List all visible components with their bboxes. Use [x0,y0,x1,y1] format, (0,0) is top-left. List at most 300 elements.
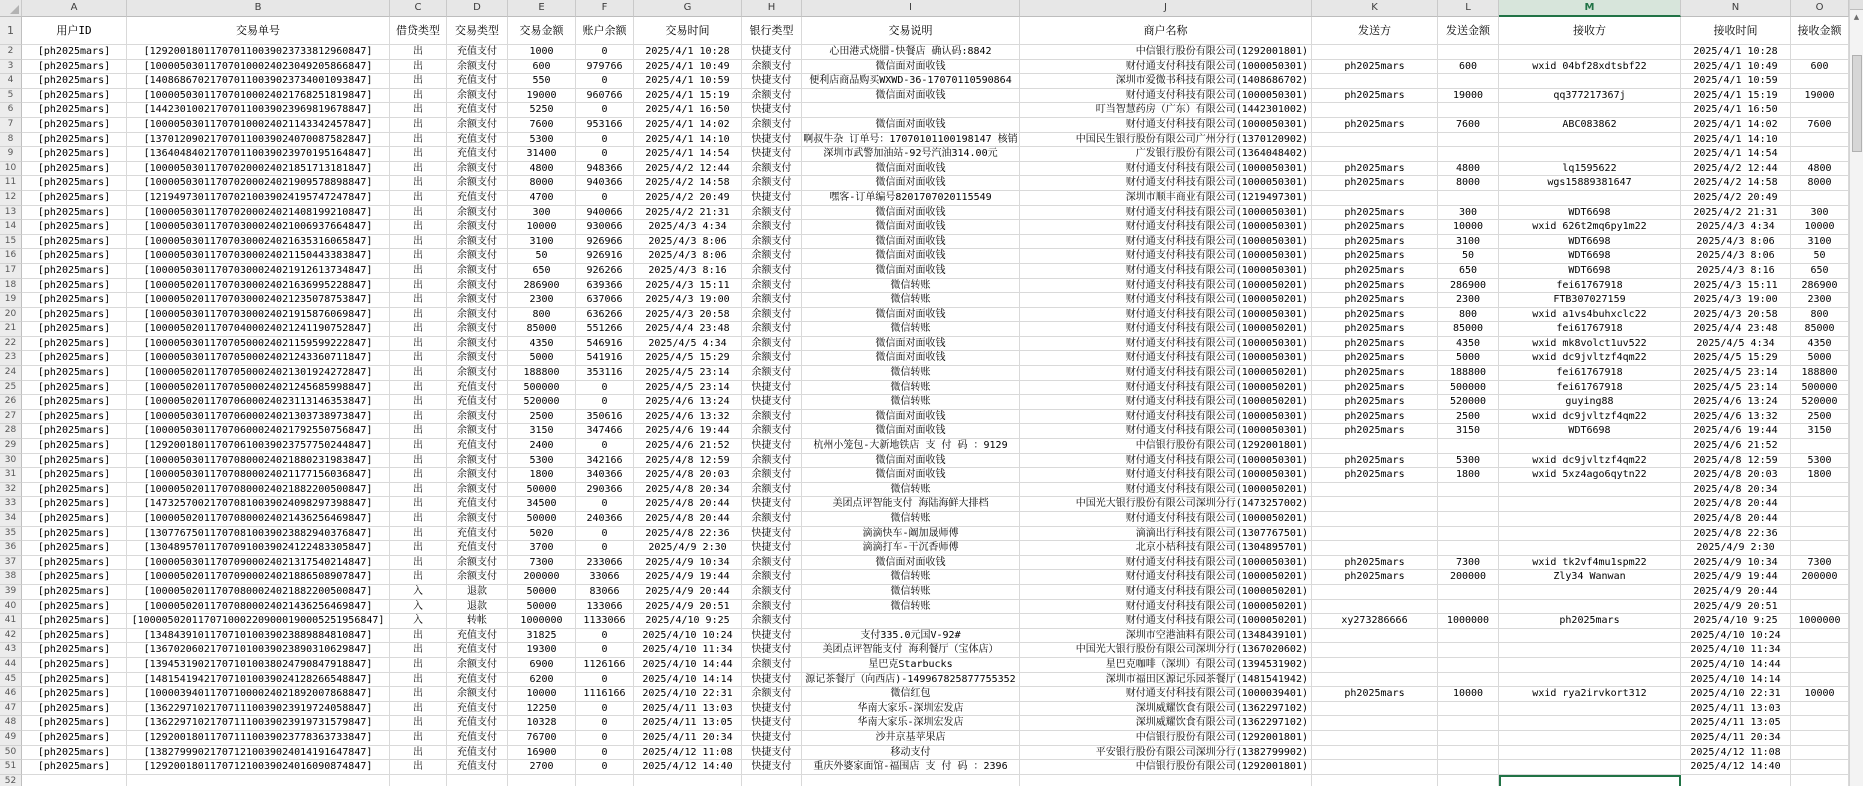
cell-O52[interactable] [1791,775,1849,786]
cell-G47[interactable]: 2025/4/11 13:03 [634,702,742,717]
cell-I40[interactable]: 微信转账 [802,600,1020,615]
cell-N15[interactable]: 2025/4/3 8:06 [1681,235,1791,250]
cell-I32[interactable]: 微信转账 [802,483,1020,498]
cell-N38[interactable]: 2025/4/9 19:44 [1681,570,1791,585]
cell-L34[interactable] [1438,512,1499,527]
cell-N16[interactable]: 2025/4/3 8:06 [1681,249,1791,264]
cell-F47[interactable]: 0 [576,702,634,717]
cell-H47[interactable]: 快捷支付 [742,702,802,717]
cell-I7[interactable]: 微信面对面收钱 [802,118,1020,133]
cell-L2[interactable] [1438,45,1499,60]
cell-J20[interactable]: 财付通支付科技有限公司(1000050301) [1020,308,1312,323]
cell-I47[interactable]: 华南大家乐-深圳宏发店 [802,702,1020,717]
cell-F17[interactable]: 926266 [576,264,634,279]
cell-G39[interactable]: 2025/4/9 20:44 [634,585,742,600]
cell-E26[interactable]: 520000 [508,395,576,410]
cell-O40[interactable] [1791,600,1849,615]
cell-D6[interactable]: 充值支付 [447,103,508,118]
cell-A26[interactable]: [ph2025mars] [22,395,127,410]
cell-M24[interactable]: fei61767918 [1499,366,1681,381]
cell-H35[interactable]: 快捷支付 [742,527,802,542]
cell-L13[interactable]: 300 [1438,206,1499,221]
cell-A50[interactable]: [ph2025mars] [22,746,127,761]
cell-G49[interactable]: 2025/4/11 20:34 [634,731,742,746]
cell-L28[interactable]: 3150 [1438,424,1499,439]
column-header-F[interactable]: F [576,0,634,17]
cell-F37[interactable]: 233066 [576,556,634,571]
cell-L39[interactable] [1438,585,1499,600]
cell-E27[interactable]: 2500 [508,410,576,425]
cell-F48[interactable]: 0 [576,716,634,731]
cell-M5[interactable]: qq377217367j [1499,89,1681,104]
cell-E51[interactable]: 2700 [508,760,576,775]
cell-F31[interactable]: 340366 [576,468,634,483]
cell-O48[interactable] [1791,716,1849,731]
cell-O22[interactable]: 4350 [1791,337,1849,352]
cell-H33[interactable]: 快捷支付 [742,497,802,512]
cell-F51[interactable]: 0 [576,760,634,775]
cell-J29[interactable]: 中信银行股份有限公司(1292001801) [1020,439,1312,454]
cell-I34[interactable]: 微信转账 [802,512,1020,527]
cell-O37[interactable]: 7300 [1791,556,1849,571]
cell-D3[interactable]: 余额支付 [447,60,508,75]
cell-L46[interactable]: 10000 [1438,687,1499,702]
cell-C25[interactable]: 出 [390,381,447,396]
cell-M20[interactable]: wxid a1vs4buhxclc22 [1499,308,1681,323]
cell-K32[interactable] [1312,483,1438,498]
cell-G23[interactable]: 2025/4/5 15:29 [634,351,742,366]
cell-L9[interactable] [1438,147,1499,162]
cell-G9[interactable]: 2025/4/1 14:54 [634,147,742,162]
cell-G32[interactable]: 2025/4/8 20:34 [634,483,742,498]
row-number-21[interactable]: 21 [0,322,22,337]
cell-G43[interactable]: 2025/4/10 11:34 [634,643,742,658]
cell-A44[interactable]: [ph2025mars] [22,658,127,673]
cell-I38[interactable]: 微信转账 [802,570,1020,585]
cell-J24[interactable]: 财付通支付科技有限公司(1000050201) [1020,366,1312,381]
cell-B35[interactable]: [130776750117070810039023882940376847] [127,527,390,542]
cell-H51[interactable]: 快捷支付 [742,760,802,775]
cell-B5[interactable]: [100005030117070100024021768251819847] [127,89,390,104]
cell-K40[interactable] [1312,600,1438,615]
cell-M45[interactable] [1499,673,1681,688]
cell-C29[interactable]: 出 [390,439,447,454]
row-number-45[interactable]: 45 [0,673,22,688]
row-number-12[interactable]: 12 [0,191,22,206]
cell-G17[interactable]: 2025/4/3 8:16 [634,264,742,279]
cell-K16[interactable]: ph2025mars [1312,249,1438,264]
cell-L50[interactable] [1438,746,1499,761]
cell-D40[interactable]: 退款 [447,600,508,615]
row-number-38[interactable]: 38 [0,570,22,585]
cell-M49[interactable] [1499,731,1681,746]
cell-F3[interactable]: 979766 [576,60,634,75]
cell-H50[interactable]: 快捷支付 [742,746,802,761]
cell-L44[interactable] [1438,658,1499,673]
cell-L24[interactable]: 188800 [1438,366,1499,381]
cell-D38[interactable]: 余额支付 [447,570,508,585]
cell-F32[interactable]: 290366 [576,483,634,498]
cell-C45[interactable]: 出 [390,673,447,688]
cell-J5[interactable]: 财付通支付科技有限公司(1000050301) [1020,89,1312,104]
cell-G15[interactable]: 2025/4/3 8:06 [634,235,742,250]
cell-G36[interactable]: 2025/4/9 2:30 [634,541,742,556]
cell-A5[interactable]: [ph2025mars] [22,89,127,104]
cell-O28[interactable]: 3150 [1791,424,1849,439]
cell-O41[interactable]: 1000000 [1791,614,1849,629]
cell-H39[interactable]: 余额支付 [742,585,802,600]
cell-B2[interactable]: [129200180117070110039023733812960847] [127,45,390,60]
cell-M27[interactable]: wxid dc9jvltzf4qm22 [1499,410,1681,425]
cell-M46[interactable]: wxid rya2irvkort312 [1499,687,1681,702]
cell-D36[interactable]: 充值支付 [447,541,508,556]
cell-B7[interactable]: [100005030117070100024021143342457847] [127,118,390,133]
cell-F42[interactable]: 0 [576,629,634,644]
cell-E16[interactable]: 50 [508,249,576,264]
cell-K22[interactable]: ph2025mars [1312,337,1438,352]
cell-D24[interactable]: 余额支付 [447,366,508,381]
cell-A4[interactable]: [ph2025mars] [22,74,127,89]
cell-B33[interactable]: [147325700217070810039024098297398847] [127,497,390,512]
cell-A2[interactable]: [ph2025mars] [22,45,127,60]
row-number-24[interactable]: 24 [0,366,22,381]
cell-O33[interactable] [1791,497,1849,512]
cell-K5[interactable]: ph2025mars [1312,89,1438,104]
cell-L47[interactable] [1438,702,1499,717]
row-number-46[interactable]: 46 [0,687,22,702]
cell-I52[interactable] [802,775,1020,786]
cell-G31[interactable]: 2025/4/8 20:03 [634,468,742,483]
cell-H15[interactable]: 余额支付 [742,235,802,250]
row-number-42[interactable]: 42 [0,629,22,644]
cell-J41[interactable]: 财付通支付科技有限公司(1000050201) [1020,614,1312,629]
cell-B22[interactable]: [100005030117070500024021159599222847] [127,337,390,352]
cell-F45[interactable]: 0 [576,673,634,688]
cell-D42[interactable]: 充值支付 [447,629,508,644]
cell-C15[interactable]: 出 [390,235,447,250]
row-number-22[interactable]: 22 [0,337,22,352]
cell-C44[interactable]: 出 [390,658,447,673]
cell-N7[interactable]: 2025/4/1 14:02 [1681,118,1791,133]
cell-B15[interactable]: [100005030117070300024021635316065847] [127,235,390,250]
cell-F46[interactable]: 1116166 [576,687,634,702]
scrollbar-thumb[interactable] [1852,55,1862,152]
cell-O3[interactable]: 600 [1791,60,1849,75]
row-number-48[interactable]: 48 [0,716,22,731]
cell-K24[interactable]: ph2025mars [1312,366,1438,381]
cell-A37[interactable]: [ph2025mars] [22,556,127,571]
cell-O29[interactable] [1791,439,1849,454]
cell-K4[interactable] [1312,74,1438,89]
cell-M12[interactable] [1499,191,1681,206]
cell-B24[interactable]: [100005020117070500024021301924272847] [127,366,390,381]
cell-G52[interactable] [634,775,742,786]
cell-H17[interactable]: 余额支付 [742,264,802,279]
cell-M33[interactable] [1499,497,1681,512]
cell-D5[interactable]: 余额支付 [447,89,508,104]
row-number-41[interactable]: 41 [0,614,22,629]
cell-M14[interactable]: wxid 626t2mq6py1m22 [1499,220,1681,235]
cell-K11[interactable]: ph2025mars [1312,176,1438,191]
cell-L18[interactable]: 286900 [1438,279,1499,294]
cell-I49[interactable]: 沙井京基苹果店 [802,731,1020,746]
cell-O42[interactable] [1791,629,1849,644]
cell-M31[interactable]: wxid 5xz4ago6qytn22 [1499,468,1681,483]
cell-D30[interactable]: 余额支付 [447,454,508,469]
cell-B30[interactable]: [100005030117070800024021880231983847] [127,454,390,469]
cell-K29[interactable] [1312,439,1438,454]
cell-J31[interactable]: 财付通支付科技有限公司(1000050301) [1020,468,1312,483]
cell-N47[interactable]: 2025/4/11 13:03 [1681,702,1791,717]
cell-F40[interactable]: 133066 [576,600,634,615]
cell-I25[interactable]: 微信转账 [802,381,1020,396]
cell-B28[interactable]: [100005030117070600024021792550756847] [127,424,390,439]
cell-I29[interactable]: 杭州小笼包-大新地铁店 支 付 码 ：9129 [802,439,1020,454]
cell-C22[interactable]: 出 [390,337,447,352]
cell-J15[interactable]: 财付通支付科技有限公司(1000050301) [1020,235,1312,250]
cell-A25[interactable]: [ph2025mars] [22,381,127,396]
cell-I37[interactable]: 微信面对面收钱 [802,556,1020,571]
cell-D45[interactable]: 充值支付 [447,673,508,688]
cell-B27[interactable]: [100005030117070600024021303738973847] [127,410,390,425]
cell-O20[interactable]: 800 [1791,308,1849,323]
cell-D21[interactable]: 余额支付 [447,322,508,337]
cell-G41[interactable]: 2025/4/10 9:25 [634,614,742,629]
cell-D7[interactable]: 余额支付 [447,118,508,133]
cell-F13[interactable]: 940066 [576,206,634,221]
cell-F39[interactable]: 83066 [576,585,634,600]
cell-E37[interactable]: 7300 [508,556,576,571]
row-number-9[interactable]: 9 [0,147,22,162]
cell-J4[interactable]: 深圳市爱微书科技有限公司(1408686702) [1020,74,1312,89]
cell-H45[interactable]: 快捷支付 [742,673,802,688]
cell-J25[interactable]: 财付通支付科技有限公司(1000050201) [1020,381,1312,396]
cell-E8[interactable]: 5300 [508,133,576,148]
cell-L45[interactable] [1438,673,1499,688]
cell-E43[interactable]: 19300 [508,643,576,658]
cell-B14[interactable]: [100005030117070300024021006937664847] [127,220,390,235]
cell-B42[interactable]: [134843910117071010039023889884810847] [127,629,390,644]
cell-F22[interactable]: 546916 [576,337,634,352]
header-cell-G[interactable]: 交易时间 [634,17,742,45]
cell-E5[interactable]: 19000 [508,89,576,104]
row-number-52[interactable]: 52 [0,775,22,786]
cell-K10[interactable]: ph2025mars [1312,162,1438,177]
cell-K23[interactable]: ph2025mars [1312,351,1438,366]
cell-I16[interactable]: 微信面对面收钱 [802,249,1020,264]
cell-O7[interactable]: 7600 [1791,118,1849,133]
cell-L11[interactable]: 8000 [1438,176,1499,191]
cell-D48[interactable]: 充值支付 [447,716,508,731]
column-header-N[interactable]: N [1681,0,1791,17]
cell-F44[interactable]: 1126166 [576,658,634,673]
cell-L8[interactable] [1438,133,1499,148]
cell-O13[interactable]: 300 [1791,206,1849,221]
cell-H29[interactable]: 快捷支付 [742,439,802,454]
cell-G30[interactable]: 2025/4/8 12:59 [634,454,742,469]
cell-E36[interactable]: 3700 [508,541,576,556]
cell-F36[interactable]: 0 [576,541,634,556]
cell-K47[interactable] [1312,702,1438,717]
cell-I13[interactable]: 微信面对面收钱 [802,206,1020,221]
cell-D14[interactable]: 余额支付 [447,220,508,235]
row-number-19[interactable]: 19 [0,293,22,308]
cell-I24[interactable]: 微信转账 [802,366,1020,381]
cell-M21[interactable]: fei61767918 [1499,322,1681,337]
cell-G7[interactable]: 2025/4/1 14:02 [634,118,742,133]
header-cell-H[interactable]: 银行类型 [742,17,802,45]
cell-J32[interactable]: 财付通支付科技有限公司(1000050201) [1020,483,1312,498]
cell-M7[interactable]: ABC083862 [1499,118,1681,133]
cell-N27[interactable]: 2025/4/6 13:32 [1681,410,1791,425]
row-number-10[interactable]: 10 [0,162,22,177]
cell-D13[interactable]: 余额支付 [447,206,508,221]
cell-I35[interactable]: 滴滴快车-阚加晟师傅 [802,527,1020,542]
cell-O30[interactable]: 5300 [1791,454,1849,469]
cell-E32[interactable]: 50000 [508,483,576,498]
cell-A43[interactable]: [ph2025mars] [22,643,127,658]
header-cell-M[interactable]: 接收方 [1499,17,1681,45]
cell-C12[interactable]: 出 [390,191,447,206]
cell-B26[interactable]: [100005020117070600024023113146353847] [127,395,390,410]
cell-E2[interactable]: 1000 [508,45,576,60]
cell-N31[interactable]: 2025/4/8 20:03 [1681,468,1791,483]
cell-B23[interactable]: [100005030117070500024021243360711847] [127,351,390,366]
cell-A47[interactable]: [ph2025mars] [22,702,127,717]
cell-N50[interactable]: 2025/4/12 11:08 [1681,746,1791,761]
cell-N40[interactable]: 2025/4/9 20:51 [1681,600,1791,615]
cell-L25[interactable]: 500000 [1438,381,1499,396]
row-number-29[interactable]: 29 [0,439,22,454]
cell-D39[interactable]: 退款 [447,585,508,600]
cell-I33[interactable]: 美团点评智能支付 海陆海鲜大排档 [802,497,1020,512]
cell-B34[interactable]: [100005020117070800024021436256469847] [127,512,390,527]
cell-B32[interactable]: [100005020117070800024021882200500847] [127,483,390,498]
cell-D11[interactable]: 余额支付 [447,176,508,191]
cell-O43[interactable] [1791,643,1849,658]
cell-N42[interactable]: 2025/4/10 10:24 [1681,629,1791,644]
cell-D52[interactable] [447,775,508,786]
cell-B25[interactable]: [100005020117070500024021245685998847] [127,381,390,396]
cell-M42[interactable] [1499,629,1681,644]
cell-I42[interactable]: 支付335.0元国V-92# [802,629,1020,644]
cell-I3[interactable]: 微信面对面收钱 [802,60,1020,75]
cell-K28[interactable]: ph2025mars [1312,424,1438,439]
cell-K39[interactable] [1312,585,1438,600]
cell-C47[interactable]: 出 [390,702,447,717]
cell-I2[interactable]: 心田港式烧腊-快餐店 确认码:8842 [802,45,1020,60]
cell-C37[interactable]: 出 [390,556,447,571]
cell-L43[interactable] [1438,643,1499,658]
header-cell-N[interactable]: 接收时间 [1681,17,1791,45]
cell-A40[interactable]: [ph2025mars] [22,600,127,615]
cell-M26[interactable]: guying88 [1499,395,1681,410]
cell-B39[interactable]: [100005020117070800024021882200500847] [127,585,390,600]
cell-E30[interactable]: 5300 [508,454,576,469]
column-header-H[interactable]: H [742,0,802,17]
cell-N29[interactable]: 2025/4/6 21:52 [1681,439,1791,454]
cell-E42[interactable]: 31825 [508,629,576,644]
cell-F14[interactable]: 930066 [576,220,634,235]
header-cell-I[interactable]: 交易说明 [802,17,1020,45]
cell-C42[interactable]: 出 [390,629,447,644]
cell-A23[interactable]: [ph2025mars] [22,351,127,366]
cell-J14[interactable]: 财付通支付科技有限公司(1000050301) [1020,220,1312,235]
cell-E49[interactable]: 76700 [508,731,576,746]
row-number-16[interactable]: 16 [0,249,22,264]
cell-I41[interactable] [802,614,1020,629]
cell-J43[interactable]: 中国光大银行股份有限公司深圳分行(1367020602) [1020,643,1312,658]
cell-A49[interactable]: [ph2025mars] [22,731,127,746]
cell-I28[interactable]: 微信面对面收钱 [802,424,1020,439]
cell-L5[interactable]: 19000 [1438,89,1499,104]
cell-F21[interactable]: 551266 [576,322,634,337]
cell-C6[interactable]: 出 [390,103,447,118]
cell-A21[interactable]: [ph2025mars] [22,322,127,337]
cell-E23[interactable]: 5000 [508,351,576,366]
cell-B20[interactable]: [100005030117070300024021915876069847] [127,308,390,323]
cell-K34[interactable] [1312,512,1438,527]
cell-M38[interactable]: Zly34 Wanwan [1499,570,1681,585]
cell-J16[interactable]: 财付通支付科技有限公司(1000050301) [1020,249,1312,264]
cell-D49[interactable]: 充值支付 [447,731,508,746]
cell-E4[interactable]: 550 [508,74,576,89]
cell-M52[interactable] [1499,775,1681,786]
cell-K18[interactable]: ph2025mars [1312,279,1438,294]
cell-H11[interactable]: 余额支付 [742,176,802,191]
cell-M19[interactable]: FTB307027159 [1499,293,1681,308]
row-number-44[interactable]: 44 [0,658,22,673]
cell-N14[interactable]: 2025/4/3 4:34 [1681,220,1791,235]
cell-O8[interactable] [1791,133,1849,148]
cell-J49[interactable]: 中信银行股份有限公司(1292001801) [1020,731,1312,746]
cell-H4[interactable]: 快捷支付 [742,74,802,89]
cell-M4[interactable] [1499,74,1681,89]
row-number-27[interactable]: 27 [0,410,22,425]
cell-F26[interactable]: 0 [576,395,634,410]
cell-M37[interactable]: wxid tk2vf4mu1spm22 [1499,556,1681,571]
header-cell-C[interactable]: 借贷类型 [390,17,447,45]
cell-A12[interactable]: [ph2025mars] [22,191,127,206]
cell-B47[interactable]: [136229710217071110039023919724058847] [127,702,390,717]
cell-I45[interactable]: 源记茶餐厅（向西店)-149967825877755352 [802,673,1020,688]
cell-C38[interactable]: 出 [390,570,447,585]
cell-M6[interactable] [1499,103,1681,118]
cell-K25[interactable]: ph2025mars [1312,381,1438,396]
row-number-15[interactable]: 15 [0,235,22,250]
cell-J2[interactable]: 中信银行股份有限公司(1292001801) [1020,45,1312,60]
cell-B8[interactable]: [137012090217070110039024070087582847] [127,133,390,148]
cell-K3[interactable]: ph2025mars [1312,60,1438,75]
cell-N46[interactable]: 2025/4/10 22:31 [1681,687,1791,702]
cell-J48[interactable]: 深圳威耀饮食有限公司(1362297102) [1020,716,1312,731]
cell-A39[interactable]: [ph2025mars] [22,585,127,600]
cell-I11[interactable]: 微信面对面收钱 [802,176,1020,191]
column-header-C[interactable]: C [390,0,447,17]
cell-C35[interactable]: 出 [390,527,447,542]
cell-E28[interactable]: 3150 [508,424,576,439]
cell-D22[interactable]: 余额支付 [447,337,508,352]
cell-J51[interactable]: 中信银行股份有限公司(1292001801) [1020,760,1312,775]
cell-G27[interactable]: 2025/4/6 13:32 [634,410,742,425]
row-number-18[interactable]: 18 [0,279,22,294]
row-number-4[interactable]: 4 [0,74,22,89]
row-number-30[interactable]: 30 [0,454,22,469]
cell-H22[interactable]: 余额支付 [742,337,802,352]
cell-D2[interactable]: 充值支付 [447,45,508,60]
row-number-47[interactable]: 47 [0,702,22,717]
cell-G46[interactable]: 2025/4/10 22:31 [634,687,742,702]
